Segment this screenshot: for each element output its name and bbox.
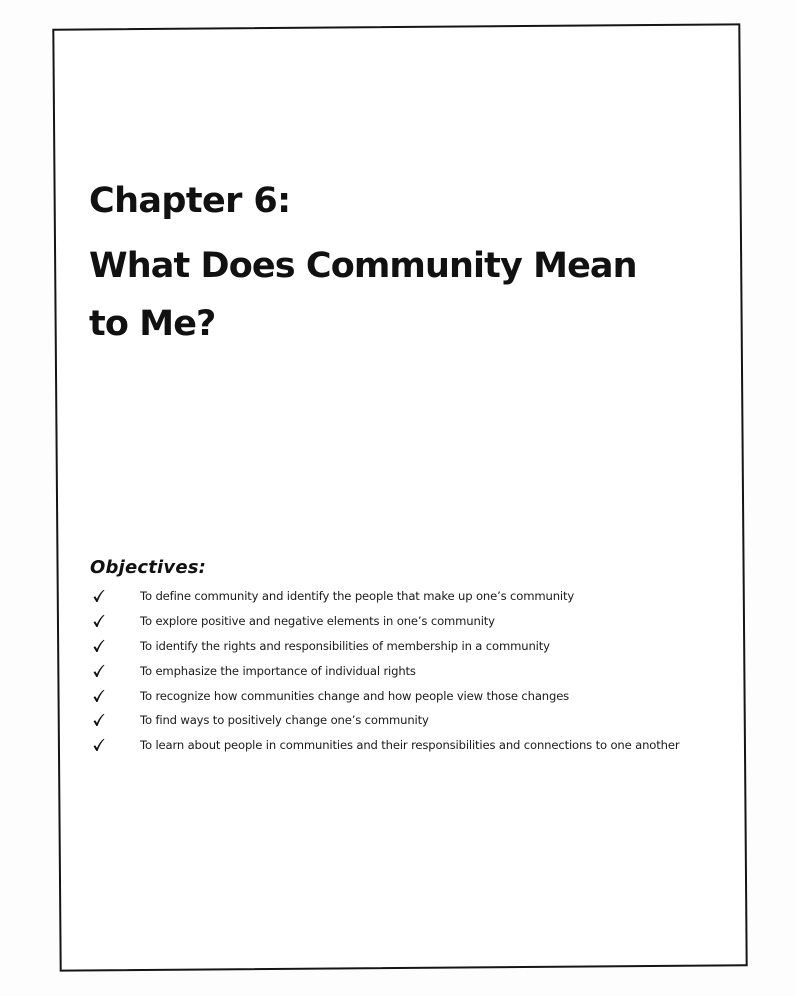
check-mark-icon	[90, 738, 140, 752]
objective-item	[90, 708, 750, 733]
page-border-frame	[52, 23, 747, 971]
objectives-list	[90, 584, 750, 758]
objectives-section	[90, 556, 750, 758]
check-mark-icon	[90, 713, 140, 727]
objective-text: To identify the rights and responsibilities of membership in a community	[140, 638, 550, 653]
objective-text: To emphasize the importance of individual rights	[140, 663, 416, 678]
check-mark-icon	[90, 639, 140, 653]
objective-item	[90, 609, 750, 634]
objective-item	[90, 584, 750, 609]
objective-text: To recognize how communities change and how people view those changes	[140, 688, 570, 703]
objective-text: To learn about people in communities and their responsibilities and connections to one another	[140, 738, 680, 753]
objective-text: To explore positive and negative elements in one’s community	[140, 614, 495, 629]
objective-item	[90, 634, 750, 659]
chapter-title: What Does Community Mean to Me?	[89, 246, 637, 344]
objectives-heading: Objectives:	[90, 557, 207, 578]
objective-item	[90, 658, 750, 683]
objective-item	[90, 683, 750, 708]
chapter-label: Chapter 6:	[89, 181, 291, 221]
check-mark-icon	[90, 614, 140, 628]
check-mark-icon	[90, 589, 140, 603]
objective-text: To define community and identify the people that make up one’s community	[140, 589, 575, 604]
check-mark-icon	[90, 689, 140, 703]
objective-item	[90, 733, 750, 758]
objective-text: To find ways to positively change one’s community	[140, 713, 429, 728]
check-mark-icon	[90, 664, 140, 678]
